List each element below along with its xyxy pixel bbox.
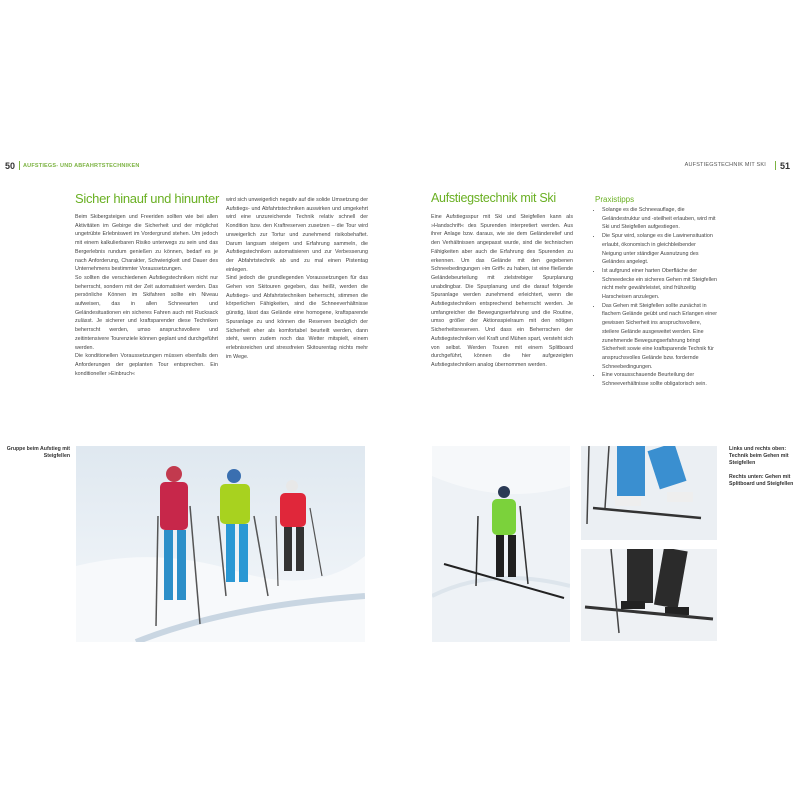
group-ascent-illustration bbox=[76, 446, 365, 642]
paragraph: Beim Skibergsteigen und Freeriden sollten wie bei allen Aktivitäten im Gebirge die Sicherheit und der möglichst ungetrübte Erlebniswert im Vordergrund stehen. Um jedoch mit einem kalkulierbaren Risiko unterwegs zu sein und das Bergerlebnis rundum genießen zu können, bedarf es je nach Anforderung, Charakter, Schwierigkeit und Dauer des Unternehmens bestimmter Voraussetzungen. bbox=[75, 214, 218, 273]
tip-item: • Solange es die Schneeauflage, die Geländestruktur und -steilheit erlauben, wird mit Ski und Steigfellen aufgestiegen. bbox=[602, 206, 717, 232]
right-photo-caption-bottom: Rechts unten: Gehen mit Splitboard und Steigfellen bbox=[729, 474, 794, 487]
right-heading: Aufstiegstechnik mit Ski bbox=[431, 191, 556, 205]
right-header-divider bbox=[775, 161, 776, 170]
tips-box bbox=[595, 206, 717, 389]
right-photo-caption-top: Links und rechts oben: Technik beim Gehen mit Steigfellen bbox=[729, 446, 789, 466]
group-ascent-photo bbox=[76, 446, 365, 642]
paragraph: wird sich unweigerlich negativ auf die solide Umsetzung der Aufstiegs- und Abfahrtstechniken auswirken und umgekehrt wird eine unzureichende Technik relativ schnell der Kondition bzw. den Kraftreserven zusetzen – die Tour wird unweigerlich zur Tortur und zunehmend risikobehaftet. Darum langsam steigern und Erfahrung sammeln, die Aufstiegstechniken automatisieren und zur Verbesserung der Abfahrtstechnik ab und zu mal einen Pistentag einlegen. bbox=[226, 197, 368, 273]
paragraph: Die konditionellen Voraussetzungen müssen ebenfalls den Anforderungen der geplanten Tour entsprechen. Ein konditioneller »Einbruch« bbox=[75, 353, 218, 377]
left-header-divider bbox=[19, 161, 20, 170]
tips-list bbox=[595, 206, 717, 389]
paragraph: So sollten die verschiedenen Aufstiegstechniken nicht nur beherrscht, sondern mit der Zeit automatisiert werden. Das persönliche Können im Skifahren sollte ein Niveau aufweisen, das in allen Schneearten und Geländesituationen ein sicheres Fahren auch mit Rucksack zulässt. Je sicherer und kraftsparender diese Techniken beherrscht werden, umso anspruchsvollere und zeitintensivere Tourenziele können geplant und durchgeführt werden. bbox=[75, 274, 218, 351]
right-page-number: 51 bbox=[780, 161, 791, 171]
skier-skinning-photo bbox=[432, 446, 570, 642]
splitboard-illustration bbox=[581, 549, 717, 641]
splitboard-photo bbox=[581, 549, 717, 641]
left-heading: Sicher hinauf und hinunter bbox=[75, 191, 219, 206]
skin-technique-illustration bbox=[581, 446, 717, 540]
tips-heading: Praxistipps bbox=[595, 195, 635, 204]
left-col1 bbox=[75, 213, 218, 378]
right-running-head: AUFSTIEGSTECHNIK MIT SKI bbox=[684, 162, 766, 168]
tip-item: • Das Gehen mit Steigfellen sollte zunächst in flachem Gelände geübt und nach Erlangen einer gewissen Sicherheit ins anspruchsvollere, steilere Gelände ausgeweitet werden. Eine zunehmende Bewegungserfahrung bringt Sicherheit sowie eine kraftsparende Technik für anspruchsvolles Gelände bzw. fordernde Schneebedingungen. bbox=[602, 302, 717, 372]
skin-technique-photo bbox=[581, 446, 717, 540]
skier-skinning-illustration bbox=[432, 446, 570, 642]
left-photo-caption: Gruppe beim Aufstieg mit Steigfellen bbox=[6, 446, 70, 459]
left-page-number: 50 bbox=[5, 161, 16, 171]
right-col1 bbox=[431, 213, 573, 370]
left-running-head: AUFSTIEGS- UND ABFAHRTSTECHNIKEN bbox=[23, 163, 140, 169]
tip-item: • Eine vorausschauende Beurteilung der Schneeverhältnisse sollte obligatorisch sein. bbox=[602, 371, 717, 388]
tip-item: • Ist aufgrund einer harten Oberfläche der Schneedecke ein sicheres Gehen mit Steigfellen nicht mehr gewährleistet, sind frühzeitig Harscheisen anzulegen. bbox=[602, 267, 717, 302]
paragraph: Eine Aufstiegsspur mit Ski und Steigfellen kann als »Handschrift« des Spurenden interpretiert werden. Aus ihrer Anlage bzw. daraus, wie sie dem Geländerelief und den Verhältnissen angepasst wurde, sind die technischen Fähigkeiten aber auch die Erfahrung des Spurenden zu erkennen. Um das Gelände mit den gegebenen Schneebedingungen »im Griff« zu haben, ist eine fließende Geländebeurteilung mit zielstrebiger Spurplanung unabdingbar. Die Spurplanung und die darauf folgende Spuranlage werden zunehmend erleichtert, wenn die Aufstiegstechniken entsprechend beherrscht werden. Je umfangreicher die Bewegungserfahrung und die Routine, umso größer der Aktionsspielraum mit den nötigen Sicherheitsreserven. Und dass ein Beherrschen der Aufstiegstechniken viel Kraft und Mühen spart, versteht sich von selbst. Werden Touren mit einem Splitboard durchgeführt, können die hier aufgezeigten Aufstiegstechniken analog übernommen werden. bbox=[431, 214, 573, 368]
left-col2 bbox=[226, 196, 368, 361]
tip-item: • Die Spur wird, solange es die Lawinensituation erlaubt, ökonomisch in gleichbleibender Neigung unter ständiger Ausnutzung des Geländes angelegt. bbox=[602, 232, 717, 267]
paragraph: Sind jedoch die grundlegenden Voraussetzungen für das Gehen von Skitouren gegeben, das heißt, werden die Aufstiegs- und Abfahrtstechniken beherrscht, stimmen die körperlichen Fähigkeiten, sind die Schneeverhältnisse günstig, lässt das Gelände eine homogene, kraftsparende Spuranlage zu und können die Reserven bezüglich der Sicherheit eher als komfortabel beurteilt werden, dann steht, wenn zudem noch das Wetter mitspielt, einem erlebnisreichen und stressfreien Skitourentag nichts mehr im Wege. bbox=[226, 275, 368, 360]
